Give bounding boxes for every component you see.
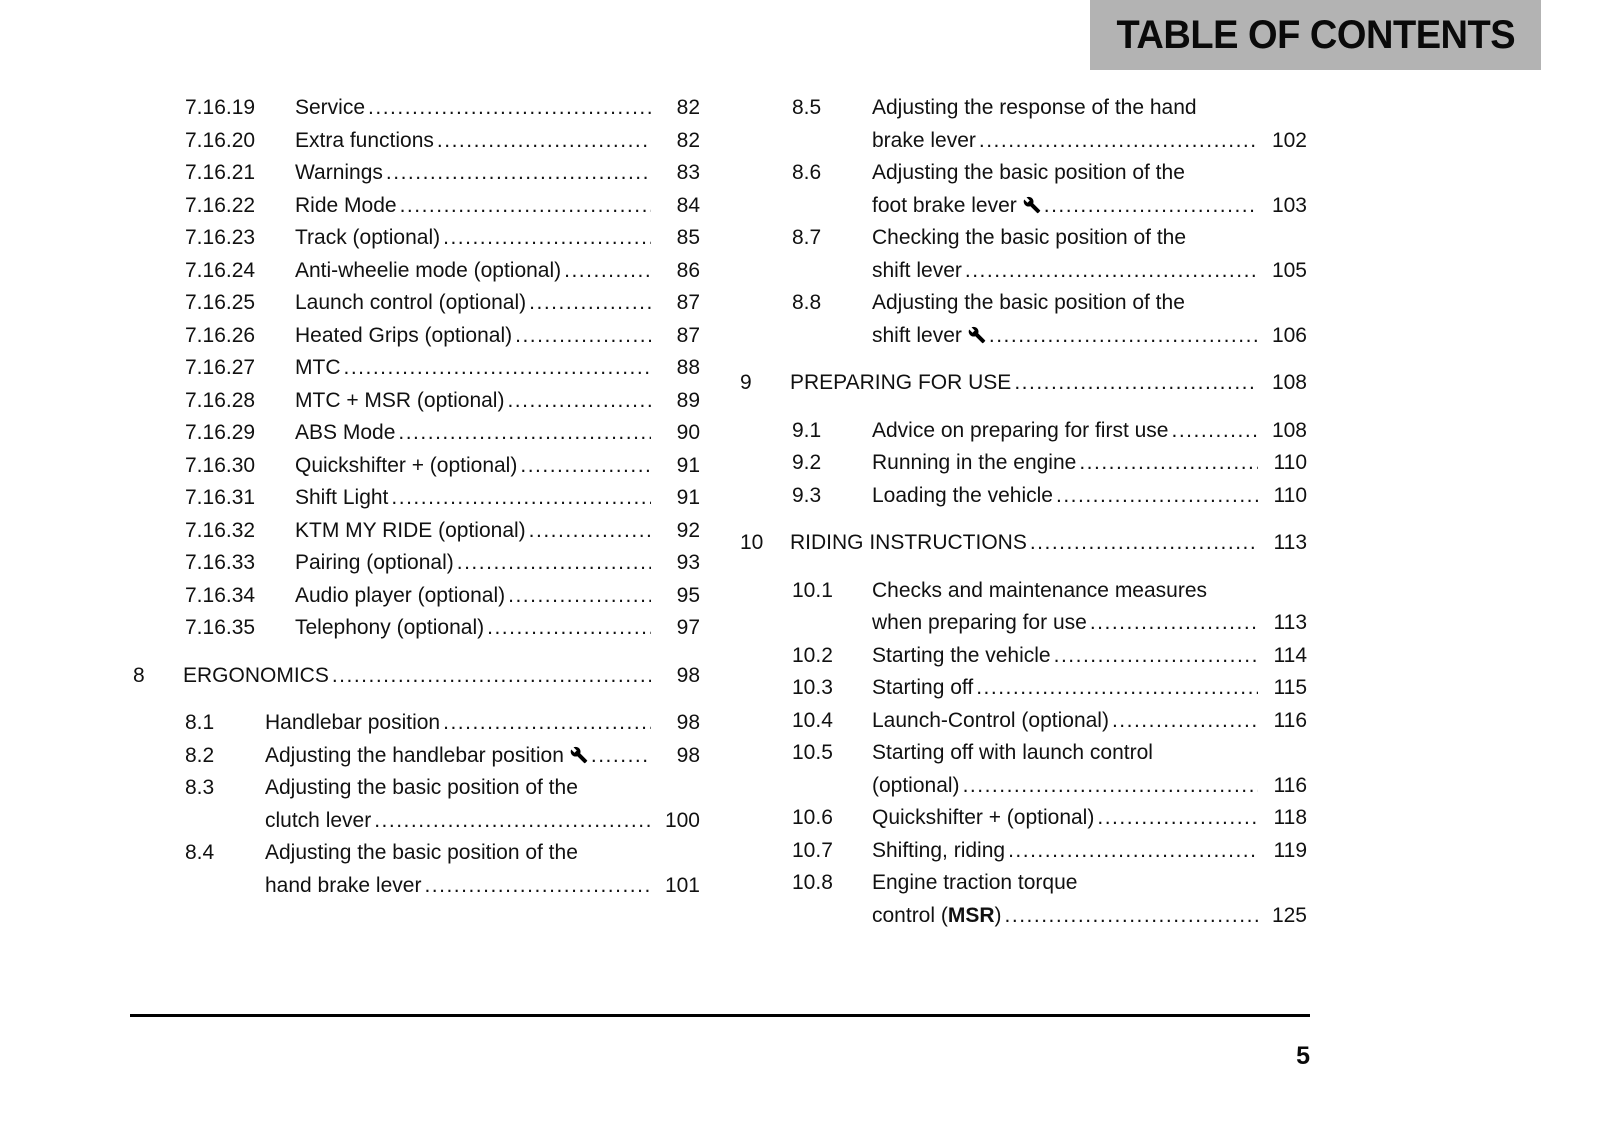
toc-row [133,92,700,125]
entry-number: 7.16.25 [185,291,256,314]
entry-title: shift lever [872,323,962,347]
entry-page: 83 [676,161,700,184]
entry-number: 7.16.28 [185,388,256,412]
toc-entry [133,157,700,190]
wrench-icon [1023,196,1041,214]
toc-entry [740,575,1307,640]
entry-title: KTM MY RIDE (optional) [295,518,526,542]
toc-entry [133,352,700,385]
toc-row [133,660,700,693]
entry-title: ABS Mode [295,421,396,444]
entry-title: Quickshifter + (optional) [295,453,518,477]
dot-leader [487,612,651,645]
dot-leader [963,770,1258,803]
entry-page: 98 [676,711,700,734]
entry-title: ERGONOMICS [183,663,329,687]
dot-leader [400,190,651,223]
entry-number: 7.16.29 [185,421,256,444]
toc-row [740,705,1307,738]
entry-number: 7.16.21 [185,161,256,184]
toc-row [133,385,700,418]
entry-page: 87 [676,291,700,314]
entry-number: 8 [133,663,145,687]
entry-number: 8.6 [792,161,822,184]
entry-page: 82 [676,96,700,119]
toc-entry [133,837,700,902]
entry-number: 7.16.24 [185,258,256,282]
entry-page: 114 [1273,643,1307,667]
dot-leader [591,740,651,773]
entry-title: Heated Grips (optional) [295,323,513,347]
entry-title: (optional) [872,773,960,797]
toc-entry [740,367,1307,400]
dot-leader [374,805,651,838]
toc-entry [133,772,700,837]
toc-row [740,255,1307,288]
toc-row [740,157,1307,190]
toc-entry [133,482,700,515]
toc-row [740,835,1307,868]
entry-number: 10 [740,531,764,554]
entry-number: 7.16.26 [185,323,256,347]
entry-number: 8.1 [185,711,215,734]
toc-row [740,320,1307,353]
entry-number: 7.16.23 [185,226,256,249]
entry-number: 10.8 [792,871,833,894]
toc-entry [133,125,700,158]
toc-row [133,837,700,870]
toc-row [740,367,1307,400]
entry-number: 7.16.27 [185,356,256,379]
toc-entry [133,222,700,255]
toc-entry [740,835,1307,868]
entry-page: 82 [676,128,700,152]
entry-page: 92 [676,518,700,542]
entry-title: brake lever [872,128,976,152]
toc-entry [133,190,700,223]
dot-leader [1056,480,1258,513]
entry-title: Ride Mode [295,193,397,217]
toc-row [740,527,1307,560]
toc-entry [133,660,700,693]
entry-page: 87 [676,323,700,347]
toc-row [133,870,700,903]
entry-page: 115 [1273,676,1307,699]
dot-leader [1090,607,1258,640]
dot-leader [520,450,651,483]
dot-leader [443,707,651,740]
entry-title: Anti-wheelie mode (optional) [295,258,562,282]
entry-number: 9.2 [792,451,822,474]
dot-leader [989,320,1258,353]
toc-entry [133,417,700,450]
entry-page: 116 [1273,773,1307,797]
dot-leader [424,870,651,903]
entry-page: 116 [1273,708,1307,732]
toc-row [740,900,1307,933]
entry-page: 91 [676,486,700,509]
toc-row [133,417,700,450]
toc-row [740,672,1307,705]
entry-page: 85 [676,226,700,249]
entry-title: PREPARING FOR USE [790,371,1012,394]
entry-title: Loading the vehicle [872,483,1053,507]
toc-row [740,480,1307,513]
toc-row [740,737,1307,770]
dot-leader [1044,190,1258,223]
dot-leader [515,320,651,353]
entry-title: Running in the engine [872,451,1077,474]
toc-column-left [133,92,700,902]
dot-leader [1008,835,1258,868]
toc-row [740,640,1307,673]
toc-entry [133,450,700,483]
entry-title: Starting the vehicle [872,643,1051,667]
toc-entry [740,672,1307,705]
entry-title: Engine traction torque [872,871,1078,894]
entry-number: 8.2 [185,743,215,767]
toc-entry [133,515,700,548]
entry-number: 7.16.30 [185,453,256,477]
entry-title: Adjusting the response of the hand [872,96,1197,119]
entry-title: Adjusting the handlebar position [265,743,564,767]
entry-number: 10.1 [792,578,833,602]
toc-row [740,222,1307,255]
entry-title: control (MSR) [872,903,1002,927]
entry-number: 7.16.31 [185,486,256,509]
dot-leader [1079,447,1258,480]
dot-leader [443,222,651,255]
entry-title: Audio player (optional) [295,583,506,607]
entry-number: 7.16.20 [185,128,256,152]
toc-entry [133,547,700,580]
dot-leader [507,385,651,418]
entry-page: 98 [676,663,700,687]
toc-row [133,772,700,805]
toc-row [133,740,700,773]
dot-leader [508,580,651,613]
toc-entry [740,867,1307,932]
entry-number: 8.4 [185,841,215,864]
toc-entry [133,287,700,320]
toc-row [133,515,700,548]
toc-entry [133,707,700,740]
toc-row [133,707,700,740]
dot-leader [1005,900,1258,933]
toc-entry [740,640,1307,673]
toc-entry [740,447,1307,480]
entry-page: 106 [1271,323,1307,347]
entry-page: 125 [1271,903,1307,927]
entry-page: 108 [1271,371,1307,394]
entry-title: Telephony (optional) [295,616,485,639]
entry-title: RIDING INSTRUCTIONS [790,531,1027,554]
toc-row [740,92,1307,125]
toc-entry [740,737,1307,802]
toc-entry [133,255,700,288]
toc-row [133,450,700,483]
toc-row [740,867,1307,900]
entry-title: Adjusting the basic position of the [265,841,578,864]
toc-row [133,320,700,353]
toc-entry [133,385,700,418]
entry-title: Track (optional) [295,226,441,249]
dot-leader [529,287,651,320]
toc-row [133,255,700,288]
dot-leader [386,157,651,190]
entry-title: Launch-Control (optional) [872,708,1109,732]
toc-row [740,415,1307,448]
entry-title: shift lever [872,258,962,282]
dot-leader [1171,415,1258,448]
entry-title: Adjusting the basic position of the [872,161,1185,184]
toc-row [740,802,1307,835]
toc-entry [133,612,700,645]
entry-title: Adjusting the basic position of the [265,776,578,799]
dot-leader [344,352,652,385]
entry-title: Shift Light [295,486,389,509]
entry-number: 7.16.34 [185,583,256,607]
entry-page: 113 [1273,531,1307,554]
dot-leader [1054,640,1258,673]
entry-title: Checking the basic position of the [872,226,1187,249]
dot-leader [368,92,651,125]
entry-number: 10.2 [792,643,833,667]
entry-number: 9.3 [792,483,822,507]
page-header [1090,0,1541,70]
toc-entry [740,157,1307,222]
entry-title: Adjusting the basic position of the [872,291,1185,314]
entry-page: 108 [1271,418,1307,442]
entry-page: 110 [1273,483,1307,507]
entry-title: Extra functions [295,128,434,152]
entry-page: 88 [676,356,700,379]
entry-page: 101 [664,873,700,897]
entry-title: MTC + MSR (optional) [295,388,505,412]
toc-row [740,287,1307,320]
entry-title: Quickshifter + (optional) [872,806,1095,829]
dot-leader [529,515,651,548]
toc-row [133,612,700,645]
entry-title: Launch control (optional) [295,291,527,314]
entry-number: 10.7 [792,838,833,862]
entry-number: 8.5 [792,96,822,119]
toc-row [133,222,700,255]
toc-entry [740,480,1307,513]
entry-number: 7.16.19 [185,96,256,119]
dot-leader [332,660,651,693]
entry-title: Advice on preparing for first use [872,418,1169,442]
entry-title: when preparing for use [872,611,1087,634]
entry-number: 10.6 [792,806,833,829]
entry-page: 84 [676,193,700,217]
entry-page: 119 [1273,838,1307,862]
entry-number: 7.16.35 [185,616,256,639]
entry-number: 9 [740,371,752,394]
dot-leader [979,125,1258,158]
dot-leader [1112,705,1258,738]
entry-page: 90 [676,421,700,444]
toc-entry [133,92,700,125]
entry-title: Starting off with launch control [872,741,1153,764]
toc-entry [740,802,1307,835]
toc-row [133,482,700,515]
entry-number: 7.16.22 [185,193,256,217]
entry-page: 118 [1273,806,1307,829]
footer-divider [130,1014,1310,1017]
toc-row [133,287,700,320]
toc-entry [740,287,1307,352]
toc-row [740,607,1307,640]
dot-leader [1014,367,1258,400]
wrench-icon [570,746,588,764]
dot-leader [457,547,651,580]
dot-leader [965,255,1258,288]
dot-leader [391,482,651,515]
toc-entry [133,740,700,773]
entry-number: 8.3 [185,776,215,799]
toc-row [133,547,700,580]
entry-page: 102 [1271,128,1307,152]
entry-title: Pairing (optional) [295,551,454,574]
toc-row [740,125,1307,158]
toc-row [133,805,700,838]
toc-entry [740,527,1307,560]
toc-entry [740,415,1307,448]
dot-leader [1097,802,1258,835]
entry-page: 86 [676,258,700,282]
toc-row [133,125,700,158]
entry-number: 7.16.33 [185,551,256,574]
entry-page: 91 [676,453,700,477]
toc-entry [133,580,700,613]
page-number: 5 [1296,1042,1310,1070]
toc-row [133,580,700,613]
entry-page: 95 [676,583,700,607]
dot-leader [976,672,1258,705]
entry-number: 8.8 [792,291,822,314]
entry-title: Starting off [872,676,974,699]
entry-title: Warnings [295,161,383,184]
entry-page: 103 [1271,193,1307,217]
entry-title: MTC [295,356,341,379]
dot-leader [1030,527,1258,560]
entry-title: Service [295,96,366,119]
toc-row [133,190,700,223]
entry-number: 10.4 [792,708,833,732]
entry-page: 100 [664,808,700,832]
toc-row [133,157,700,190]
entry-page: 97 [676,616,700,639]
entry-title: Handlebar position [265,711,441,734]
entry-title: clutch lever [265,808,372,832]
entry-number: 9.1 [792,418,822,442]
entry-number: 10.3 [792,676,833,699]
toc-row [133,352,700,385]
toc-entry [740,92,1307,157]
entry-title: foot brake lever [872,193,1017,217]
wrench-icon [968,326,986,344]
entry-number: 8.7 [792,226,822,249]
entry-title: Shifting, riding [872,838,1006,862]
dot-leader [437,125,651,158]
entry-page: 93 [676,551,700,574]
entry-title: Checks and maintenance measures [872,578,1208,602]
toc-entry [740,222,1307,287]
toc-row [740,447,1307,480]
dot-leader [564,255,651,288]
toc-entry [133,320,700,353]
entry-page: 89 [676,388,700,412]
entry-number: 10.5 [792,741,833,764]
dot-leader [398,417,651,450]
toc-entry [740,705,1307,738]
toc-column-right [740,92,1307,932]
entry-title: hand brake lever [265,873,422,897]
entry-number: 7.16.32 [185,518,256,542]
entry-page: 98 [676,743,700,767]
page-title: TABLE OF CONTENTS [1116,12,1515,57]
toc-row [740,190,1307,223]
entry-page: 113 [1273,611,1307,634]
entry-page: 110 [1273,451,1307,474]
toc-row [740,770,1307,803]
toc-row [740,575,1307,608]
entry-page: 105 [1271,258,1307,282]
